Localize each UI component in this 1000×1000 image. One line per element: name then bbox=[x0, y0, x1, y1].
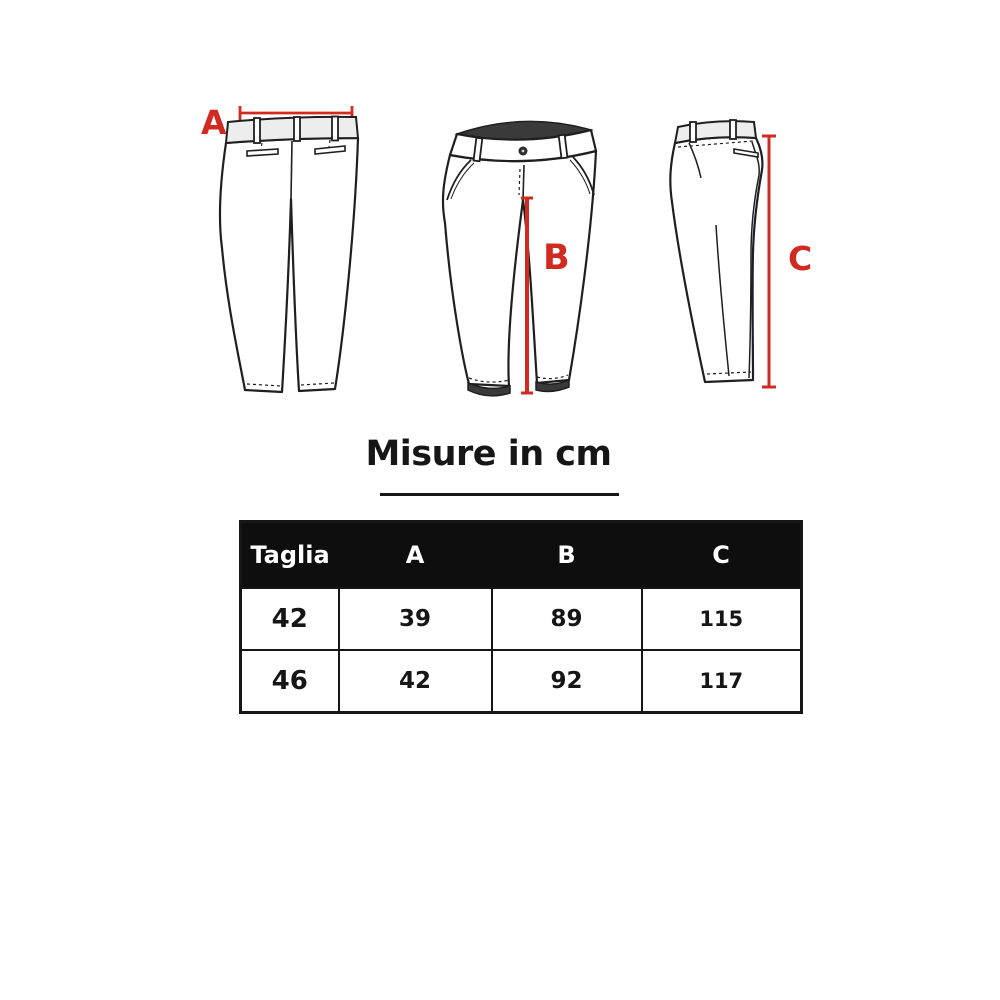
column-header-c: C bbox=[642, 522, 802, 589]
pants-back-view-illustration bbox=[183, 98, 373, 403]
center-front-seam bbox=[523, 165, 524, 200]
title-underline bbox=[380, 493, 619, 496]
pants-side-view-illustration bbox=[658, 110, 808, 405]
cell-size: 46 bbox=[241, 650, 339, 713]
pants-side-body bbox=[670, 137, 762, 382]
belt-loop bbox=[254, 118, 260, 143]
measurement-label-a: A bbox=[201, 103, 227, 142]
table-row bbox=[241, 588, 802, 650]
pants-front-view-illustration bbox=[438, 103, 603, 408]
cell-value-c: 115 bbox=[642, 588, 802, 650]
column-header-a: A bbox=[339, 522, 492, 589]
measurement-label-c: C bbox=[788, 239, 813, 278]
welt-pocket bbox=[247, 149, 278, 156]
measurement-label-b: B bbox=[543, 238, 570, 278]
belt-loop bbox=[690, 122, 696, 142]
page-title: Misure in cm bbox=[365, 434, 612, 474]
table-row bbox=[241, 650, 802, 713]
cell-value-c: 117 bbox=[642, 650, 802, 713]
cell-value-b: 89 bbox=[492, 588, 642, 650]
belt-loop bbox=[294, 117, 300, 141]
belt-loop bbox=[332, 117, 338, 141]
pants-back-body bbox=[220, 138, 358, 392]
cell-value-b: 92 bbox=[492, 650, 642, 713]
waist-button-detail bbox=[522, 150, 525, 153]
table-header-row bbox=[241, 522, 802, 589]
measurement-line-c bbox=[762, 136, 776, 387]
size-table bbox=[239, 520, 803, 714]
belt-loop bbox=[730, 120, 736, 139]
cell-value-a: 42 bbox=[339, 650, 492, 713]
cell-size: 42 bbox=[241, 588, 339, 650]
center-back-seam bbox=[291, 141, 292, 199]
column-header-b: B bbox=[492, 522, 642, 589]
column-header-taglia: Taglia bbox=[241, 522, 339, 589]
pants-front-body bbox=[443, 151, 596, 386]
cell-value-a: 39 bbox=[339, 588, 492, 650]
